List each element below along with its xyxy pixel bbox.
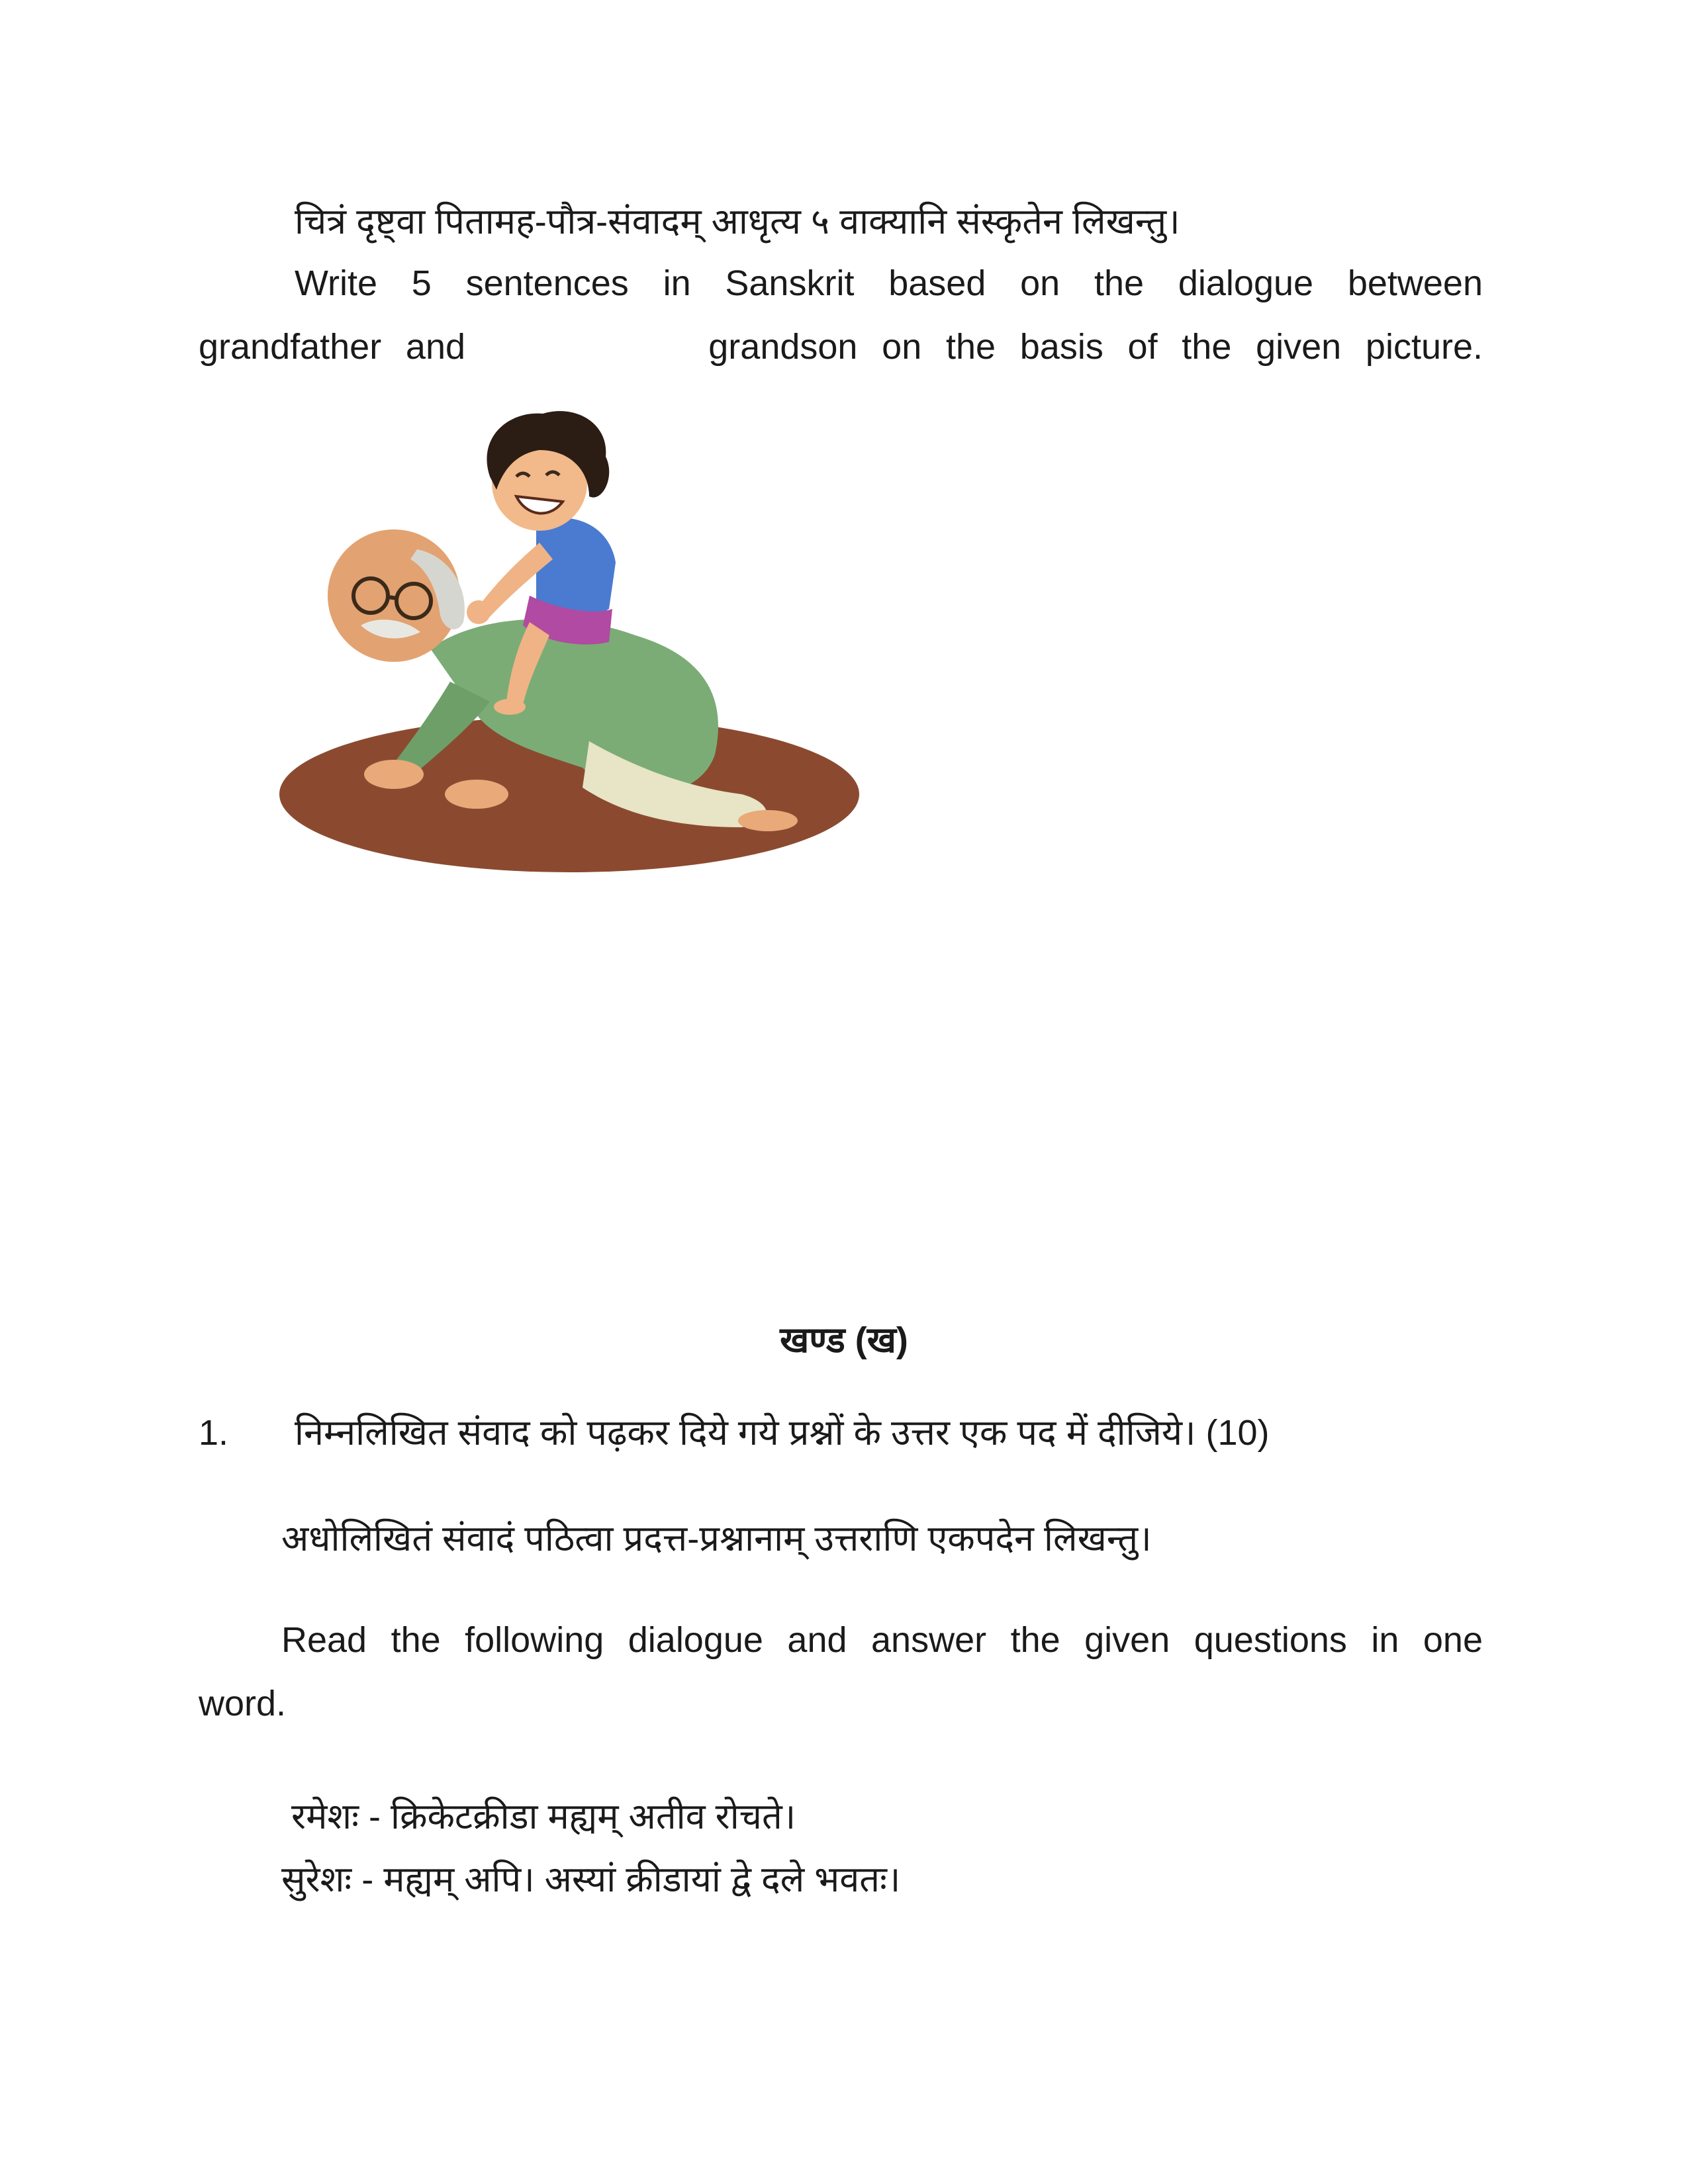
instruction-sanskrit: चित्रं दृष्ट्वा पितामह-पौत्र-संवादम् आधृत्य ५ वाक्यानि संस्कृतेन लिखन्तु। (295, 202, 1180, 242)
boy-foot (494, 699, 526, 715)
grandfather-hand-right (445, 780, 508, 809)
dialogue-line: सुरेशः - मह्यम् अपि। अस्यां क्रीडायां द्वे दले भवतः। (281, 1860, 901, 1899)
question-sanskrit: अधोलिखितं संवादं पठित्वा प्रदत्त-प्रश्नानाम् उत्तराणि एकपदेन लिखन्तु। (281, 1519, 1152, 1559)
grandfather-foot (738, 810, 798, 831)
instruction-english (199, 251, 1483, 379)
instruction-english-line1: Write 5 sentences in Sanskrit based on the dialogue between (295, 263, 1483, 303)
grandfather-hand-left (364, 760, 424, 789)
question-english (199, 1608, 1483, 1735)
dialogue-line: रमेशः - क्रिकेटक्रीडा मह्यम् अतीव रोचते। (291, 1797, 796, 1837)
question-hindi: निम्नलिखित संवाद को पढ़कर दिये गये प्रश्नों के उत्तर एक पद में दीजिये। (10) (295, 1413, 1270, 1453)
boy-shirt (536, 518, 616, 617)
question-english-line1: Read the following dialogue and answer the given questions in one (281, 1620, 1483, 1660)
question-english-line2: word. (199, 1684, 287, 1723)
question-number: 1. (199, 1413, 229, 1453)
instruction-english-line2: grandfather and grandson on the basis of the given picture. (199, 327, 1483, 367)
grandfather-grandson-illustration (278, 397, 874, 887)
boy-hand (467, 600, 491, 624)
section-heading: खण्ड (ख) (780, 1320, 908, 1360)
